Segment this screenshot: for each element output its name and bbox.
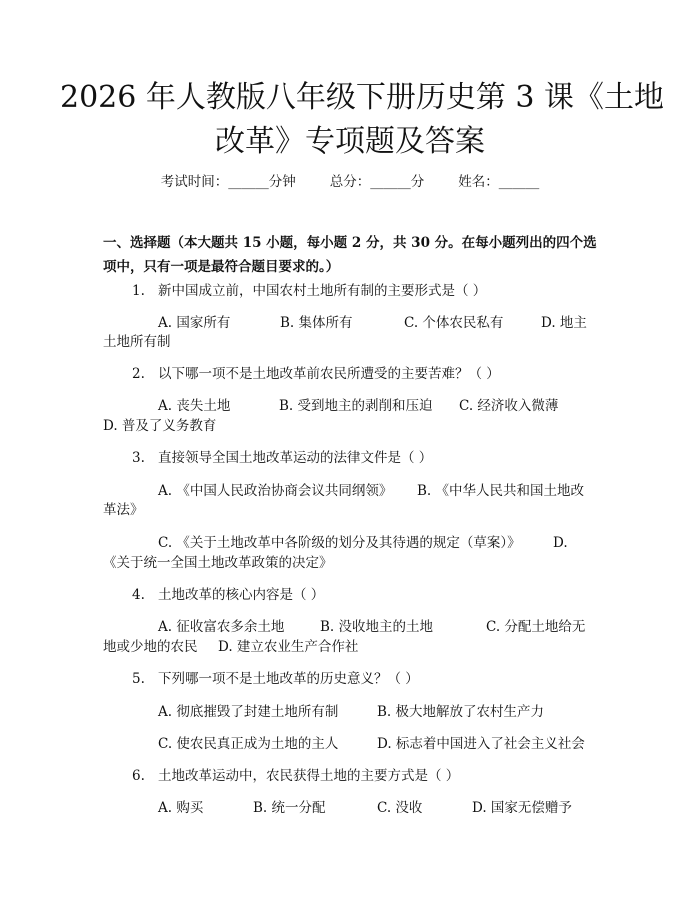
question-2-text: 以下哪一项不是土地改革前农民所遭受的主要苦难？（ ）: [158, 366, 500, 382]
question-1-number: 1.: [132, 283, 145, 299]
question-5-text: 下列哪一项不是土地改革的历史意义？（ ）: [158, 671, 419, 687]
q4-option-b: B. 没收地主的土地: [320, 619, 434, 635]
title-line-2: 改革》专项题及答案: [215, 124, 485, 159]
q2-option-a: A. 丧失土地: [158, 398, 231, 414]
question-5-number: 5.: [132, 671, 145, 687]
question-2-number: 2.: [132, 366, 145, 382]
question-1: [132, 281, 486, 301]
question-1-text: 新中国成立前，中国农村土地所有制的主要形式是（ ）: [158, 283, 487, 299]
q1-option-b: B. 集体所有: [280, 315, 353, 331]
question-5: [132, 669, 419, 689]
question-6-number: 6.: [132, 768, 145, 784]
section-heading-line-1: 一、选择题（本大题共 15 小题，每小题 2 分，共 30 分。在每小题列出的四个选: [103, 235, 597, 251]
exam-score: 总分：______分: [329, 174, 425, 190]
q6-option-c: C. 没收: [377, 800, 423, 816]
exam-time: 考试时间：______分钟: [160, 174, 296, 190]
exam-meta: [0, 170, 700, 190]
q4-option-a: A. 征收富农多余土地: [158, 619, 285, 635]
q6-option-b: B. 统一分配: [253, 800, 326, 816]
q4-option-d: D. 建立农业生产合作社: [218, 639, 359, 655]
question-3-text: 直接领导全国土地改革运动的法律文件是（ ）: [158, 450, 433, 466]
q3-option-b-continued: 革法》: [103, 502, 144, 518]
student-name: 姓名：______: [458, 174, 540, 190]
q4-option-c: C. 分配土地给无: [486, 619, 586, 635]
document-title: [60, 76, 665, 164]
question-4-text: 土地改革的核心内容是（ ）: [158, 587, 325, 603]
q6-option-a: A. 购买: [158, 800, 204, 816]
q5-option-c: C. 使农民真正成为土地的主人: [158, 736, 339, 752]
q1-option-d-continued: 土地所有制: [103, 334, 171, 350]
q2-option-d: D. 普及了义务教育: [103, 418, 217, 434]
question-6-text: 土地改革运动中，农民获得土地的主要方式是（ ）: [158, 768, 460, 784]
q5-option-a: A. 彻底摧毁了封建土地所有制: [158, 704, 339, 720]
section-heading: [103, 231, 603, 279]
title-line-1: 2026 年人教版八年级下册历史第 3 课《土地: [60, 80, 665, 115]
q5-option-b: B. 极大地解放了农村生产力: [377, 704, 545, 720]
q2-option-c: C. 经济收入微薄: [459, 398, 559, 414]
q1-option-d: D. 地主: [541, 315, 587, 331]
q4-option-c-continued: 地或少地的农民: [103, 639, 198, 655]
q3-option-c: C. 《关于土地改革中各阶级的划分及其待遇的规定（草案）》: [158, 535, 521, 551]
q5-option-d: D. 标志着中国进入了社会主义社会: [377, 736, 585, 752]
q3-option-d-continued: 《关于统一全国土地改革政策的决定》: [103, 555, 333, 571]
q2-option-b: B. 受到地主的剥削和压迫: [279, 398, 433, 414]
question-3: [132, 448, 432, 468]
q3-option-b: B. 《中华人民共和国土地改: [417, 483, 585, 499]
q3-option-a: A. 《中国人民政治协商会议共同纲领》: [158, 483, 393, 499]
q1-option-a: A. 国家所有: [158, 315, 231, 331]
question-4: [132, 585, 324, 605]
question-2: [132, 364, 500, 384]
question-4-number: 4.: [132, 587, 145, 603]
q6-option-d: D. 国家无偿赠予: [472, 800, 572, 816]
question-6: [132, 766, 459, 786]
section-heading-line-2: 项中，只有一项是最符合题目要求的。）: [103, 259, 340, 275]
q1-option-c: C. 个体农民私有: [404, 315, 504, 331]
q3-option-d: D.: [553, 535, 568, 551]
question-3-number: 3.: [132, 450, 145, 466]
